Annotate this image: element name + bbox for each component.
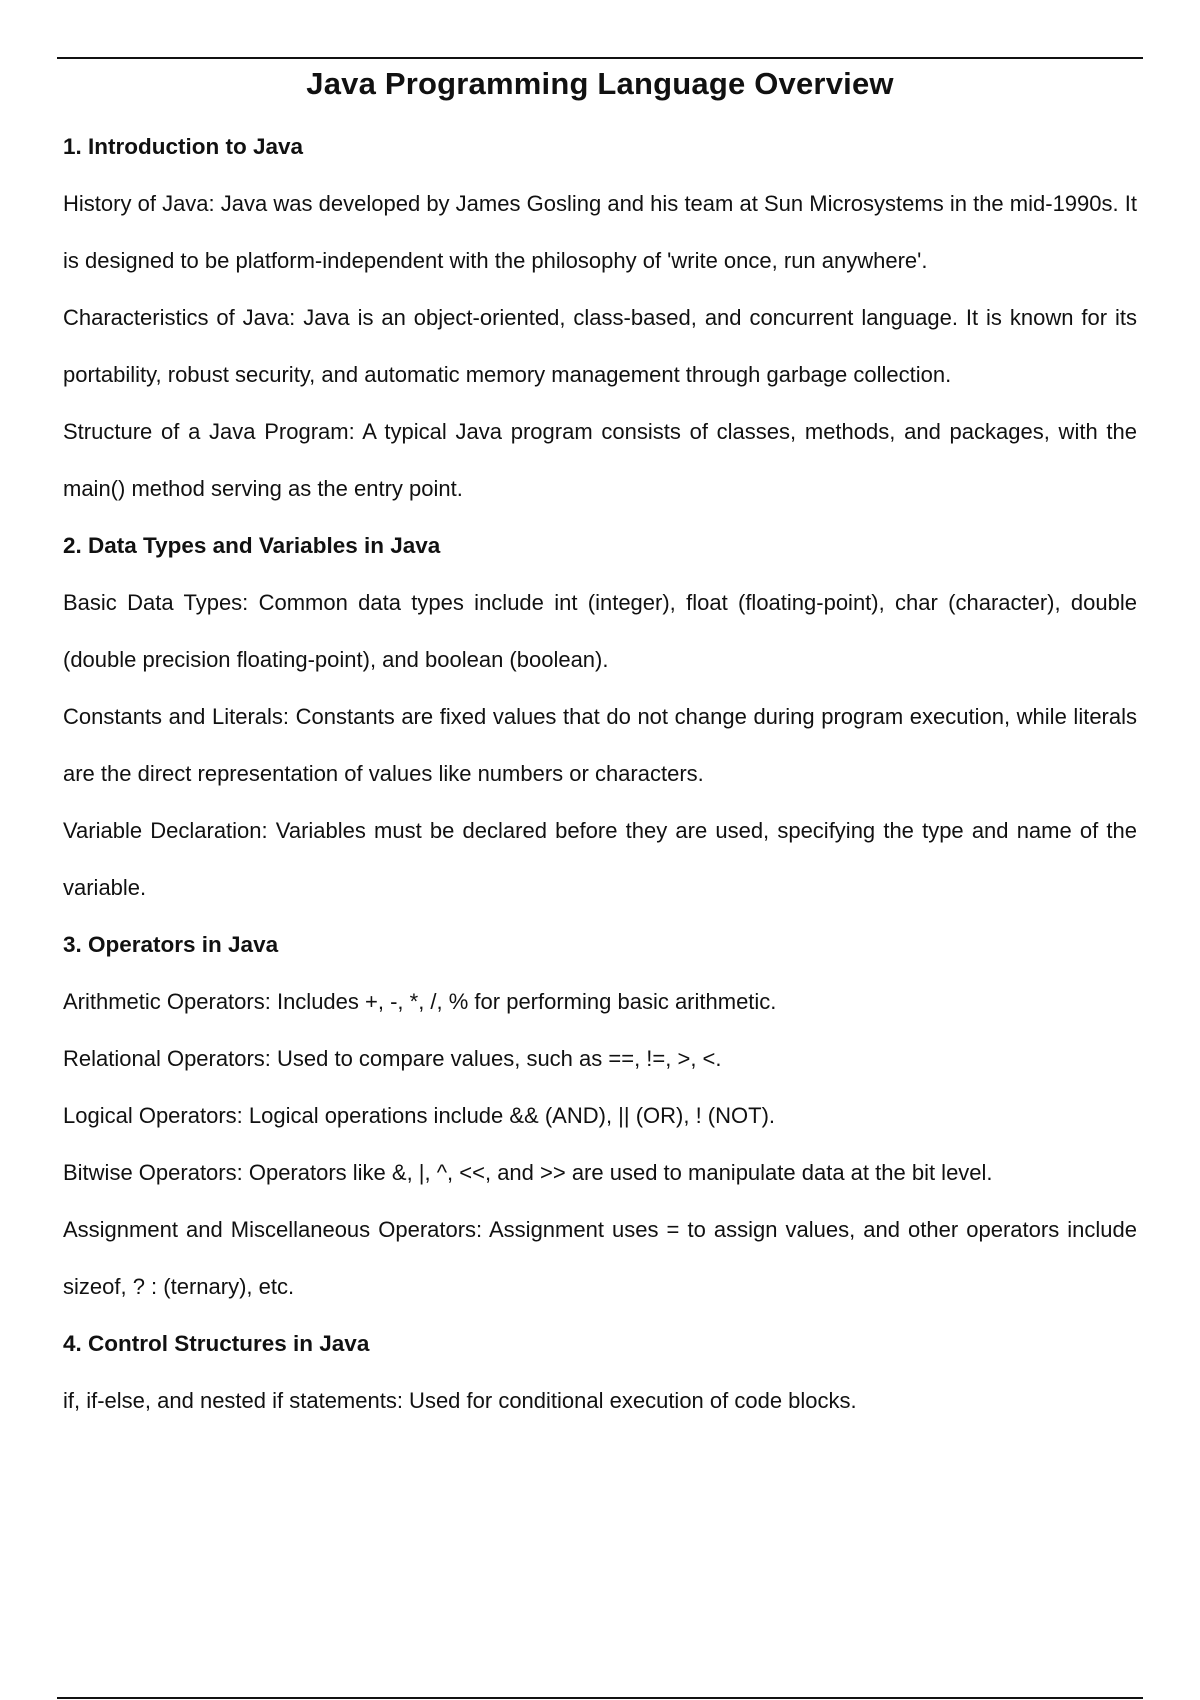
section-data-types <box>63 517 1137 916</box>
paragraph-assignment-operators: Assignment and Miscellaneous Operators: Assignment uses = to assign values, and other operators include sizeof, ? : (ternary), etc. <box>63 1217 1137 1299</box>
paragraph-logical-operators: Logical Operators: Logical operations include && (AND), || (OR), ! (NOT). <box>63 1103 776 1128</box>
section-operators <box>63 916 1137 1315</box>
section-heading: 2. Data Types and Variables in Java <box>63 533 441 558</box>
paragraph-structure: Structure of a Java Program: A typical Java program consists of classes, methods, and packages, with the main() method serving as the entry point. <box>63 419 1137 501</box>
paragraph-constants-literals: Constants and Literals: Constants are fixed values that do not change during program execution, while literals are the direct representation of values like numbers or characters. <box>63 704 1137 786</box>
section-control-structures <box>63 1315 1137 1429</box>
paragraph-basic-data-types: Basic Data Types: Common data types include int (integer), float (floating-point), char (character), double (double precision floating-point), and boolean (boolean). <box>63 590 1137 672</box>
paragraph-relational-operators: Relational Operators: Used to compare values, such as ==, !=, >, <. <box>63 1046 722 1071</box>
section-heading: 3. Operators in Java <box>63 932 279 957</box>
paragraph-characteristics: Characteristics of Java: Java is an object-oriented, class-based, and concurrent language. It is known for its portability, robust security, and automatic memory management through garbage collection. <box>63 305 1137 387</box>
section-introduction <box>63 118 1137 517</box>
top-rule <box>57 57 1143 59</box>
page-title: Java Programming Language Overview <box>306 66 894 101</box>
paragraph-variable-declaration: Variable Declaration: Variables must be declared before they are used, specifying the type and name of the variable. <box>63 818 1137 900</box>
paragraph-history: History of Java: Java was developed by James Gosling and his team at Sun Microsystems in the mid-1990s. It is designed to be platform-independent with the philosophy of 'write once, run anywhere'. <box>63 191 1137 273</box>
document-body <box>63 62 1137 1429</box>
paragraph-arithmetic-operators: Arithmetic Operators: Includes +, -, *, /, % for performing basic arithmetic. <box>63 989 777 1014</box>
section-heading: 4. Control Structures in Java <box>63 1331 370 1356</box>
section-heading: 1. Introduction to Java <box>63 134 304 159</box>
paragraph-if-statements: if, if-else, and nested if statements: Used for conditional execution of code blocks. <box>63 1388 857 1413</box>
bottom-rule <box>57 1697 1143 1699</box>
paragraph-bitwise-operators: Bitwise Operators: Operators like &, |, ^, <<, and >> are used to manipulate data at the bit level. <box>63 1160 993 1185</box>
